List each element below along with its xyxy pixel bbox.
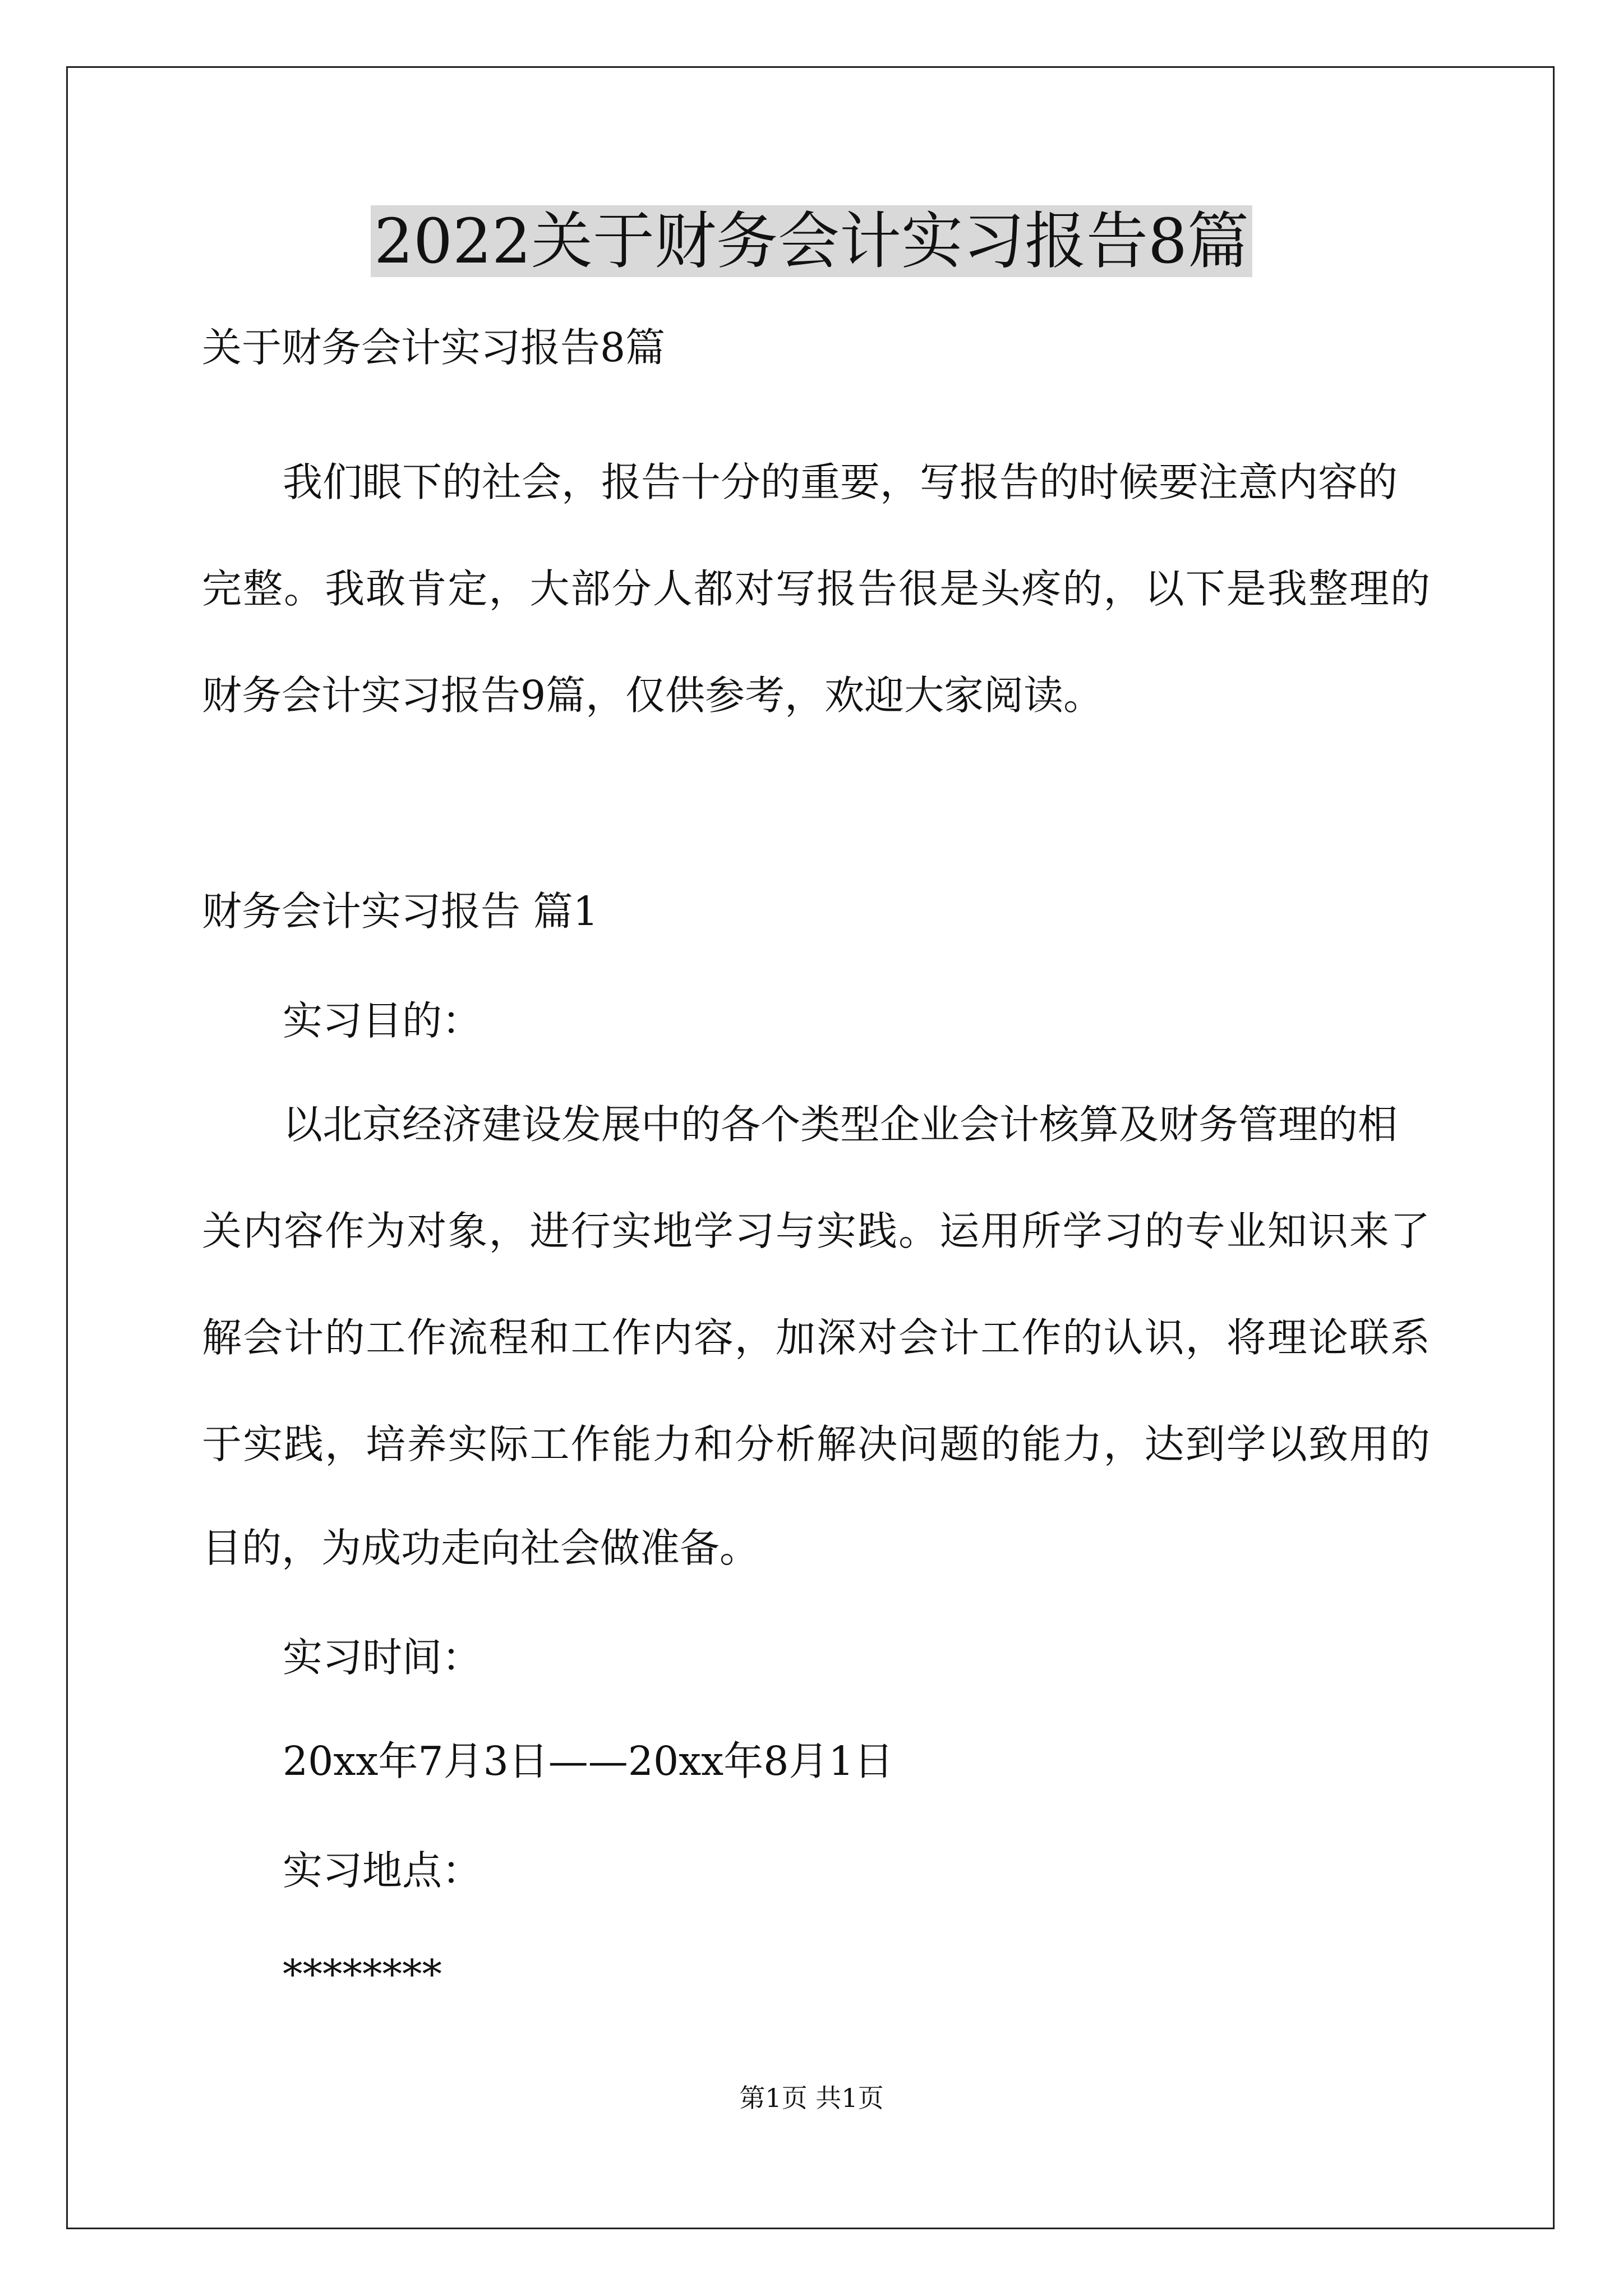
section-heading: 财务会计实习报告 篇1 bbox=[202, 888, 598, 935]
document-subtitle: 关于财务会计实习报告8篇 bbox=[202, 324, 666, 371]
purpose-line-3: 解会计的工作流程和工作内容，加深对会计工作的认识，将理论联系 bbox=[202, 1314, 1430, 1361]
purpose-line-1: 以北京经济建设发展中的各个类型企业会计核算及财务管理的相 bbox=[283, 1101, 1398, 1148]
document-title-text: 2022关于财务会计实习报告8篇 bbox=[371, 205, 1252, 277]
intro-line-2: 完整。我敢肯定，大部分人都对写报告很是头疼的，以下是我整理的 bbox=[202, 565, 1430, 612]
purpose-line-5: 目的，为成功走向社会做准备。 bbox=[202, 1525, 760, 1571]
purpose-line-2: 关内容作为对象，进行实地学习与实践。运用所学习的专业知识来了 bbox=[202, 1208, 1430, 1254]
time-value: 20xx年7月3日——20xx年8月1日 bbox=[283, 1738, 894, 1784]
purpose-label: 实习目的： bbox=[283, 997, 482, 1044]
place-value: ******** bbox=[283, 1951, 442, 1998]
page-footer: 第1页 共1页 bbox=[739, 2083, 884, 2113]
intro-line-1: 我们眼下的社会，报告十分的重要，写报告的时候要注意内容的 bbox=[283, 459, 1398, 505]
place-label: 实习地点： bbox=[283, 1847, 482, 1894]
purpose-line-4: 于实践，培养实际工作能力和分析解决问题的能力，达到学以致用的 bbox=[202, 1421, 1430, 1467]
document-title bbox=[0, 202, 1623, 280]
time-label: 实习时间： bbox=[283, 1634, 482, 1681]
intro-line-3: 财务会计实习报告9篇，仅供参考，欢迎大家阅读。 bbox=[202, 672, 1104, 719]
